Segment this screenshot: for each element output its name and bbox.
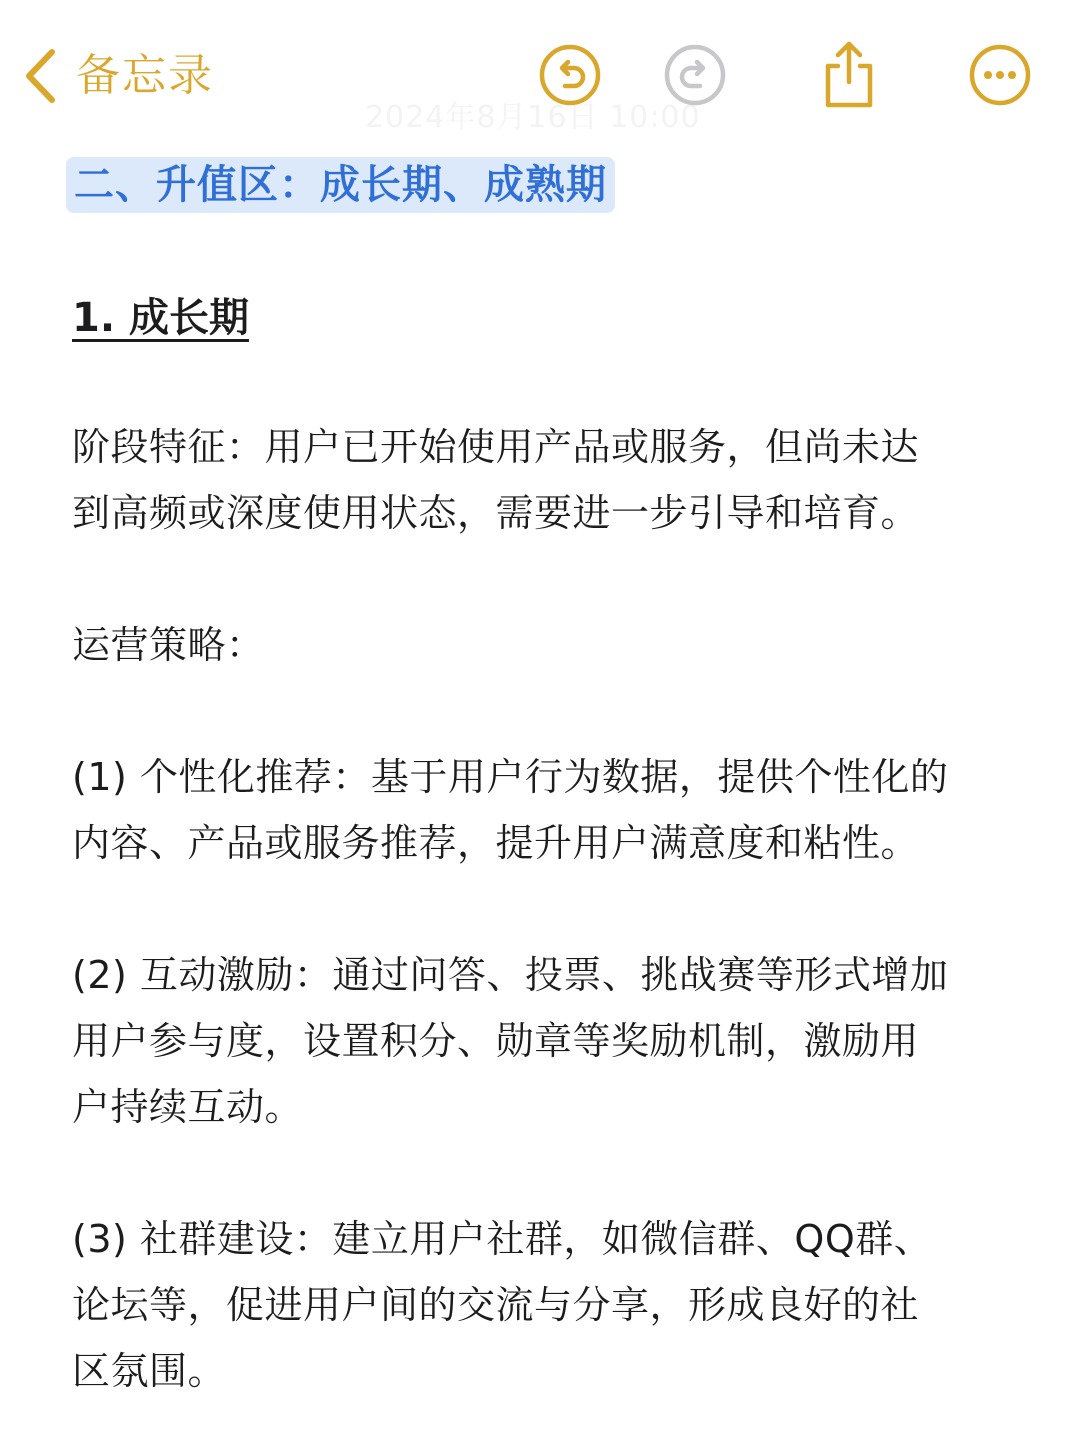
- more-button[interactable]: [968, 43, 1032, 107]
- navigation-bar: [0, 0, 1080, 150]
- paragraph-line: 运营策略：: [72, 623, 265, 667]
- back-button[interactable]: [22, 40, 214, 112]
- paragraph-line: 内容、产品或服务推荐，提升用户满意度和粘性。: [72, 821, 920, 865]
- note-subheading[interactable]: 1. 成长期: [72, 295, 249, 341]
- paragraph-line: 用户参与度，设置积分、勋章等奖励机制，激励用: [72, 1019, 920, 1063]
- redo-button[interactable]: [663, 43, 727, 107]
- paragraph-line: 论坛等，促进用户间的交流与分享，形成良好的社: [72, 1283, 920, 1327]
- note-paragraph[interactable]: [72, 744, 1012, 876]
- note-heading[interactable]: 二、升值区：成长期、成熟期: [66, 157, 615, 213]
- undo-button[interactable]: [538, 43, 602, 107]
- note-paragraph[interactable]: [72, 1206, 1012, 1404]
- paragraph-line: 到高频或深度使用状态，需要进一步引导和培育。: [72, 491, 920, 535]
- share-button[interactable]: [817, 38, 881, 110]
- note-paragraph[interactable]: [72, 612, 1012, 678]
- paragraph-line: (2) 互动激励：通过问答、投票、挑战赛等形式增加: [72, 953, 949, 997]
- share-icon: [817, 38, 881, 110]
- paragraph-line: 区氛围。: [72, 1349, 227, 1393]
- note-date: 2024年8月16日 10:00: [365, 100, 701, 135]
- chevron-left-icon: [22, 48, 58, 104]
- note-paragraph[interactable]: [72, 942, 1012, 1140]
- more-icon: [968, 43, 1032, 107]
- paragraph-line: (1) 个性化推荐：基于用户行为数据，提供个性化的: [72, 755, 949, 799]
- paragraph-line: 阶段特征：用户已开始使用产品或服务，但尚未达: [72, 425, 920, 469]
- undo-icon: [538, 43, 602, 107]
- back-label: 备忘录: [76, 50, 214, 101]
- redo-icon: [663, 43, 727, 107]
- paragraph-line: (3) 社群建设：建立用户社群，如微信群、QQ群、: [72, 1217, 933, 1261]
- paragraph-line: 户持续互动。: [72, 1085, 304, 1129]
- note-paragraph[interactable]: [72, 414, 1012, 546]
